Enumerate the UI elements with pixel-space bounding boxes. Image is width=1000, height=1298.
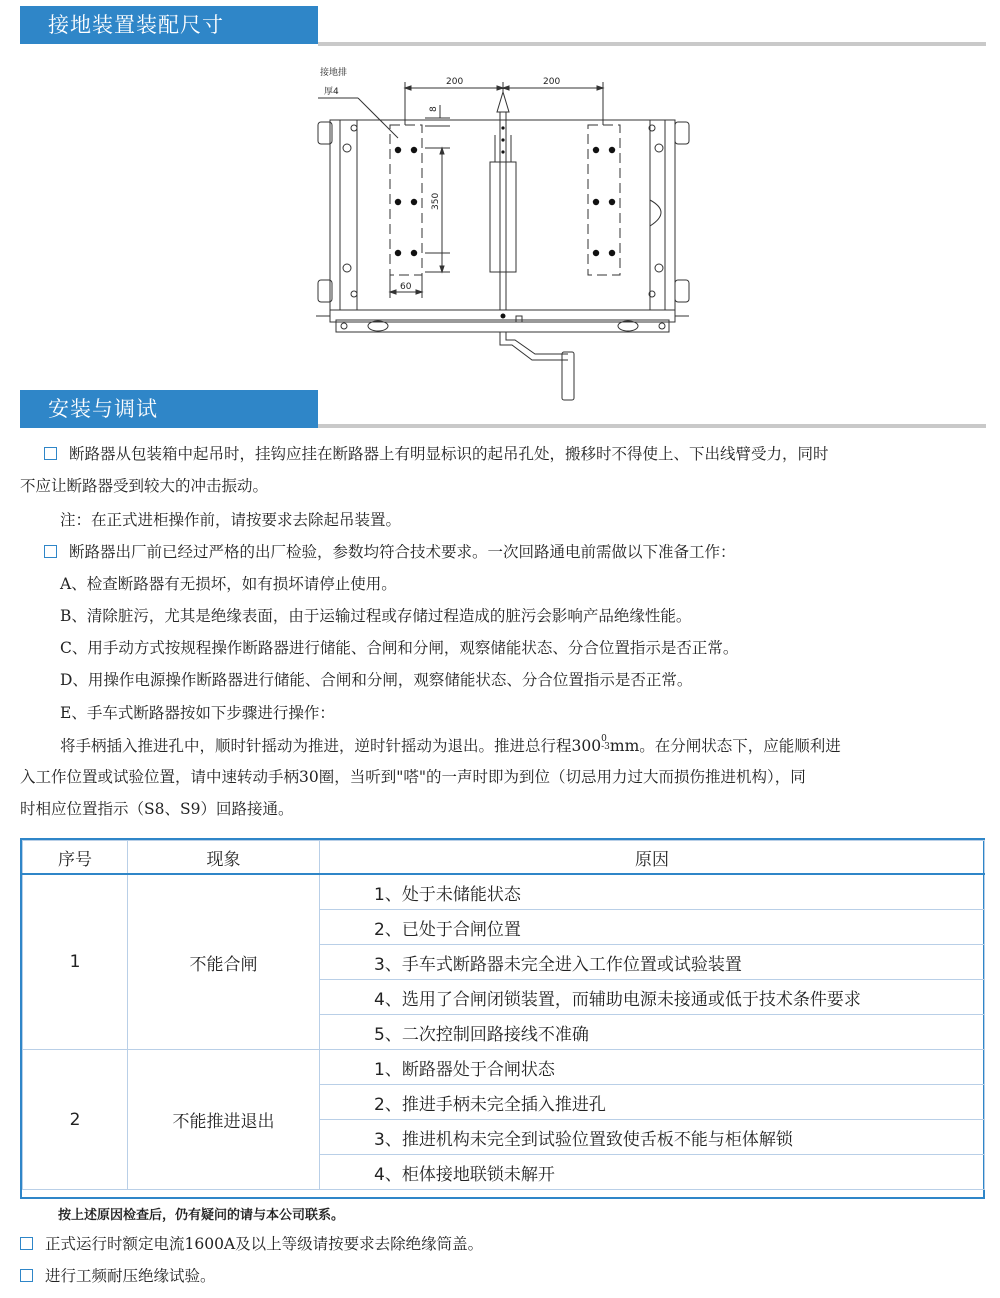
item-c: C、用手动方式按规程操作断路器进行储能、合闸和分闸，观察储能状态、分合位置指示是否正常。 [60, 639, 739, 657]
section-rule [318, 424, 986, 428]
paragraph-text: 断路器从包装箱中起吊时，挂钩应挂在断路器上有明显标识的起吊孔处，搬移时不得使上、下出线臂受力，同时 [69, 445, 829, 463]
item-e: E、手车式断路器按如下步骤进行操作： [60, 704, 335, 722]
section-rule [318, 42, 986, 46]
reason-cell: 2、推进手柄未完全插入推进孔 [320, 1085, 985, 1120]
dim-60: 60 [400, 282, 412, 292]
reason-cell: 3、手车式断路器未完全进入工作位置或试验装置 [320, 945, 985, 980]
table-footnote: 按上述原因检查后，仍有疑问的请与本公司联系。 [58, 1208, 345, 1223]
item-b: B、清除脏污，尤其是绝缘表面，由于运输过程或存储过程造成的脏污会影响产品绝缘性能。 [60, 607, 692, 625]
checkbox-icon [20, 1237, 33, 1250]
reason-cell: 3、推进机构未完全到试验位置致使舌板不能与柜体解锁 [320, 1120, 985, 1155]
tolerance [601, 735, 610, 751]
item-e-line2: 入工作位置或试验位置，请中速转动手柄30圈，当听到"嗒"的一声时即为到位（切忌用力过大而损伤推进机构），同 [20, 768, 806, 786]
item-e-line1 [60, 735, 841, 756]
note-1: 注：在正式进柜操作前，请按要求去除起吊装置。 [60, 511, 402, 529]
header-reason: 原因 [320, 841, 985, 875]
push-handle [500, 332, 568, 360]
row-phenomenon: 不能推进退出 [128, 1050, 320, 1190]
label-grounding-bar: 接地排 [320, 68, 348, 78]
bottom-item-text: 进行工频耐压绝缘试验。 [45, 1267, 216, 1285]
reason-cell: 1、处于未储能状态 [320, 874, 985, 910]
section-title-installation: 安装与调试 [20, 390, 318, 428]
corner-lug [675, 122, 689, 144]
grounding-assembly-drawing [300, 58, 710, 408]
table-row [23, 1050, 985, 1085]
corner-lug [675, 280, 689, 302]
reason-cell: 4、柜体接地联锁未解开 [320, 1155, 985, 1190]
breaker-frame [330, 120, 675, 310]
label-thickness: 厚4 [324, 87, 339, 97]
item-d: D、用操作电源操作断路器进行储能、合闸和分闸，观察储能状态、分合位置指示是否正常。 [60, 671, 693, 689]
section-title-assembly: 接地装置装配尺寸 [20, 6, 318, 44]
reason-cell: 5、二次控制回路接线不准确 [320, 1015, 985, 1050]
table-header-row [23, 841, 985, 875]
reason-cell: 1、断路器处于合闸状态 [320, 1050, 985, 1085]
paragraph-1 [44, 444, 829, 464]
e1-text: 将手柄插入推进孔中，顺时针摇动为推进，逆时针摇动为退出。推进总行程300 [60, 737, 602, 755]
checkbox-icon [44, 545, 57, 558]
bottom-item-1 [20, 1234, 483, 1254]
item-e-line3: 时相应位置指示（S8、S9）回路接通。 [20, 800, 294, 818]
bottom-item-2 [20, 1266, 216, 1286]
e1-text: mm。在分闸状态下，应能顺利进 [609, 737, 841, 755]
row-no: 2 [23, 1050, 128, 1190]
reason-cell: 2、已处于合闸位置 [320, 910, 985, 945]
reason-cell: 4、选用了合闸闭锁装置，而辅助电源未接通或低于技术条件要求 [320, 980, 985, 1015]
dim-350: 350 [431, 192, 441, 210]
paragraph-text: 断路器出厂前已经过严格的出厂检验，参数均符合技术要求。一次回路通电前需做以下准备工作： [69, 543, 736, 561]
paragraph-2 [44, 542, 736, 562]
center-post [490, 162, 516, 272]
dim-8: 8 [429, 106, 439, 112]
dim-200-left: 200 [446, 77, 464, 87]
row-phenomenon: 不能合闸 [128, 874, 320, 1050]
grounding-bar-left [390, 125, 422, 275]
header-phenomenon: 现象 [128, 841, 320, 875]
header-no: 序号 [23, 841, 128, 875]
checkbox-icon [44, 447, 57, 460]
checkbox-icon [20, 1269, 33, 1282]
bottom-item-text: 正式运行时额定电流1600A及以上等级请按要求去除绝缘筒盖。 [45, 1235, 484, 1253]
paragraph-1-cont: 不应让断路器受到较大的冲击振动。 [20, 477, 269, 495]
row-no: 1 [23, 874, 128, 1050]
item-a: A、检查断路器有无损坏，如有损坏请停止使用。 [60, 575, 397, 593]
tolerance-upper: 0 [601, 734, 607, 744]
grounding-bar-right [588, 125, 620, 275]
troubleshooting-table [22, 840, 985, 1190]
table-row [23, 874, 985, 910]
tolerance-lower: -3 [601, 742, 610, 752]
dim-200-right: 200 [543, 77, 561, 87]
